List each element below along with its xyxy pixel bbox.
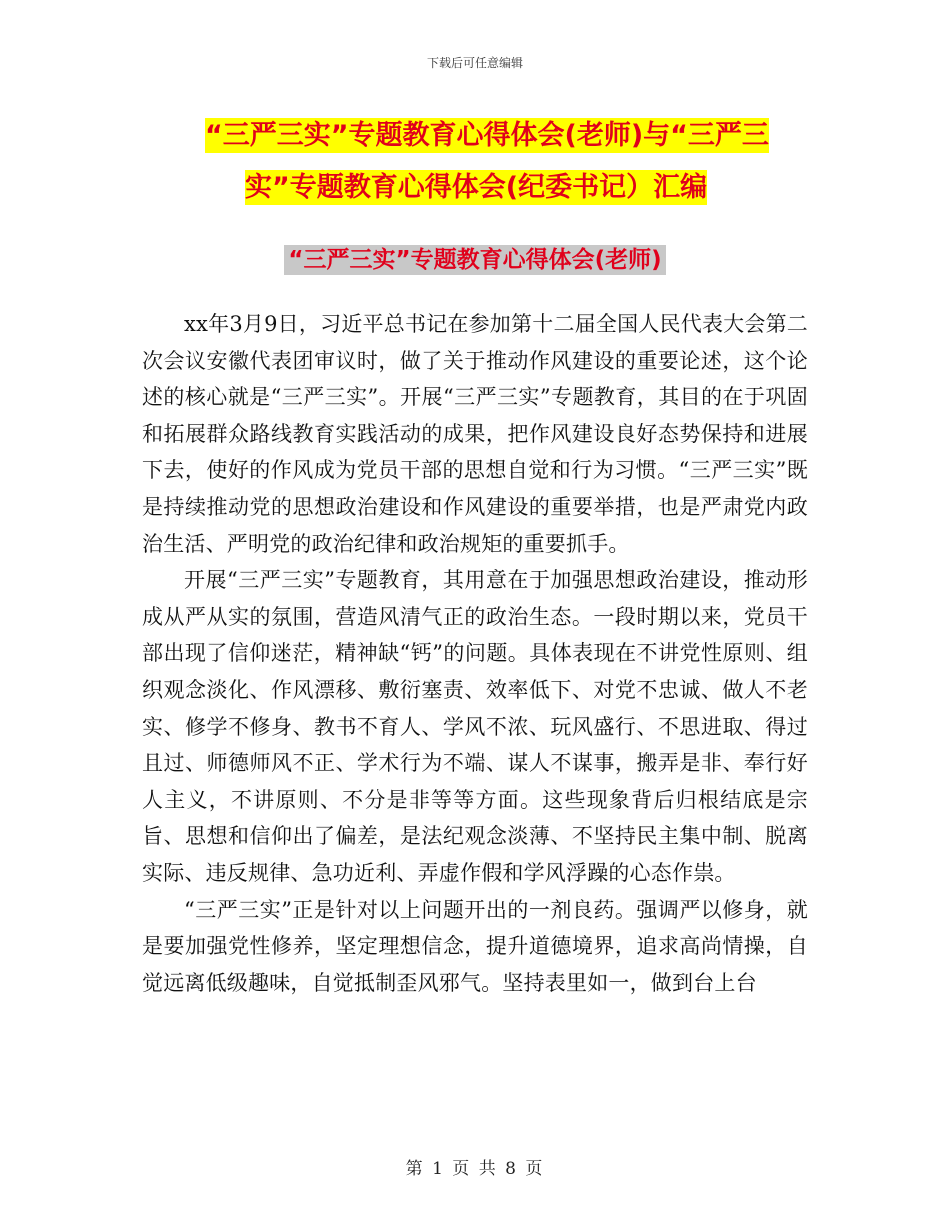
document-title xyxy=(185,110,795,214)
body-text xyxy=(142,306,808,1001)
section-heading xyxy=(0,243,950,277)
title-line-2-text: 实”专题教育心得体会(纪委书记）汇编 xyxy=(245,172,708,203)
paragraph: xx年3月9日，习近平总书记在参加第十二届全国人民代表大会第二次会议安徽代表团审议时，做了关于推动作风建设的重要论述，这个论述的核心就是“三严三实”。开展“三严三实”专题教育，其目的在于巩固和拓展群众路线教育实践活动的成果，把作风建设良好态势保持和进展下去，使好的作风成为党员干部的思想自觉和行为习惯。“三严三实”既是持续推动党的思想政治建设和作风建设的重要举措，也是严肃党内政治生活、严明党的政治纪律和政治规矩的重要抓手。 xyxy=(142,312,808,556)
title-line-2 xyxy=(185,162,795,214)
header-note: 下载后可任意编辑 xyxy=(426,56,523,70)
page-footer: 第 1 页 共 8 页 xyxy=(405,1159,545,1179)
title-line-1 xyxy=(185,110,795,162)
paragraph: 开展“三严三实”专题教育，其用意在于加强思想政治建设，推动形成从严从实的氛围，营造风清气正的政治生态。一段时期以来，党员干部出现了信仰迷茫，精神缺“钙”的问题。具体表现在不讲党性原则、组织观念淡化、作风漂移、敷衍塞责、效率低下、对党不忠诚、做人不老实、修学不修身、教书不育人、学风不浓、玩风盛行、不思进取、得过且过、师德师风不正、学术行为不端、谋人不谋事，搬弄是非、奉行好人主义，不讲原则、不分是非等等方面。这些现象背后归根结底是宗旨、思想和信仰出了偏差，是法纪观念淡薄、不坚持民主集中制、脱离实际、违反规律、急功近利、弄虚作假和学风浮躁的心态作祟。 xyxy=(142,568,808,885)
paragraph: “三严三实”正是针对以上问题开出的一剂良药。强调严以修身，就是要加强党性修养，坚定理想信念，提升道德境界，追求高尚情操，自觉远离低级趣味，自觉抵制歪风邪气。坚持表里如一，做到台上台 xyxy=(142,897,808,995)
section-heading-text: “三严三实”专题教育心得体会(老师) xyxy=(284,245,665,275)
title-line-1-text: “三严三实”专题教育心得体会(老师)与“三严三 xyxy=(205,120,769,151)
